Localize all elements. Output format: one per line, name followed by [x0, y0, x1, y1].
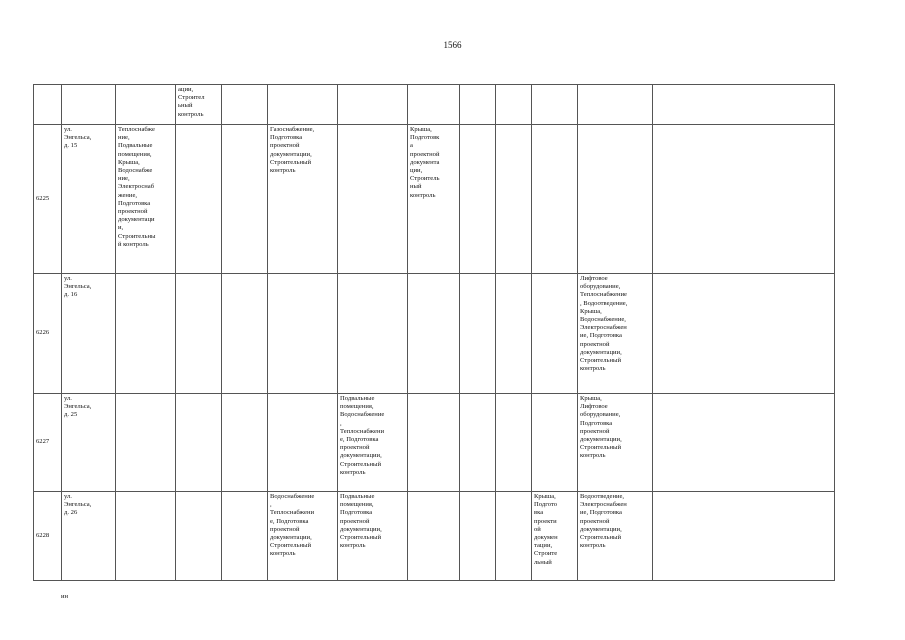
table-cell	[268, 274, 338, 394]
table-cell	[338, 125, 408, 274]
table-cell	[532, 274, 578, 394]
table-cell: Лифтовое оборудование, Теплоснабжение , Водоотведение, Крыша, Водоснабжение, Электроснабжен ие, Подготовка проектной документации, Строительный контроль	[578, 274, 653, 394]
table-cell	[460, 492, 496, 581]
table-cell	[532, 125, 578, 274]
footer-text-fragment: ин	[61, 593, 69, 600]
house-number-cell: 6227	[34, 394, 62, 492]
table-cell	[532, 85, 578, 125]
table-cell	[176, 274, 222, 394]
address-cell	[62, 85, 116, 125]
table-cell	[222, 394, 268, 492]
house-number-cell: 6228	[34, 492, 62, 581]
address-cell: ул. Энгельса, д. 26	[62, 492, 116, 581]
table-cell	[496, 85, 532, 125]
address-cell: ул. Энгельса, д. 16	[62, 274, 116, 394]
table-cell: Крыша, Лифтовое оборудование, Подготовка проектной документации, Строительный контроль	[578, 394, 653, 492]
table-cell	[578, 125, 653, 274]
table-cell: Подвальные помещения, Подготовка проектной документации, Строительный контроль	[338, 492, 408, 581]
table-cell	[222, 492, 268, 581]
table-cell	[176, 394, 222, 492]
house-number-cell: 6226	[34, 274, 62, 394]
house-number-cell: 6225	[34, 125, 62, 274]
table-row	[34, 85, 835, 125]
table-cell	[578, 85, 653, 125]
address-cell: ул. Энгельса, д. 25	[62, 394, 116, 492]
table-cell	[653, 85, 835, 125]
table-cell	[653, 125, 835, 274]
table-cell	[460, 274, 496, 394]
table-cell	[532, 394, 578, 492]
table-cell	[460, 85, 496, 125]
table-cell	[496, 125, 532, 274]
table-cell	[268, 394, 338, 492]
table-cell	[176, 492, 222, 581]
repair-schedule-table	[33, 84, 835, 581]
table-cell	[496, 492, 532, 581]
table-cell: Водоотведение, Электроснабжен ие, Подготовка проектной документации, Строительный контроль	[578, 492, 653, 581]
table-cell	[338, 274, 408, 394]
table-cell	[408, 394, 460, 492]
table-cell: Крыша, Подгото вка проекти ой докумен тации, Строите льный	[532, 492, 578, 581]
table-cell	[116, 85, 176, 125]
table-cell	[460, 394, 496, 492]
table-cell	[653, 274, 835, 394]
table-cell	[653, 492, 835, 581]
table-row	[34, 394, 835, 492]
table-cell	[116, 492, 176, 581]
table-cell	[653, 394, 835, 492]
table-cell: Крыша, Подготовк а проектной документа ции, Строитель ный контроль	[408, 125, 460, 274]
table-cell: Газоснабжение, Подготовка проектной документации, Строительный контроль	[268, 125, 338, 274]
table-cell	[222, 125, 268, 274]
table-cell	[176, 125, 222, 274]
table-cell	[116, 274, 176, 394]
house-number-cell	[34, 85, 62, 125]
table-cell	[496, 394, 532, 492]
table-row	[34, 274, 835, 394]
table-cell	[408, 492, 460, 581]
table-cell: Водоснабжение , Теплоснабжени е, Подготовка проектной документации, Строительный контроль	[268, 492, 338, 581]
table-cell: Теплоснабже ние, Подвальные помещения, Крыша, Водоснабже ние, Электроснаб жение, Подготовка проектной документаци и, Строительны й контроль	[116, 125, 176, 274]
address-cell: ул. Энгельса, д. 15	[62, 125, 116, 274]
table-cell	[222, 274, 268, 394]
table-cell: Подвальные помещения, Водоснабжение , Теплоснабжени е, Подготовка проектной документации, Строительный контроль	[338, 394, 408, 492]
table-cell	[116, 394, 176, 492]
table-cell	[460, 125, 496, 274]
table-row	[34, 125, 835, 274]
page-number: 1566	[443, 40, 462, 50]
table-cell	[338, 85, 408, 125]
table-cell	[268, 85, 338, 125]
table-cell: ации, Строител ьный контроль	[176, 85, 222, 125]
table-cell	[222, 85, 268, 125]
table-row	[34, 492, 835, 581]
table-cell	[408, 274, 460, 394]
table-cell	[408, 85, 460, 125]
table-cell	[496, 274, 532, 394]
